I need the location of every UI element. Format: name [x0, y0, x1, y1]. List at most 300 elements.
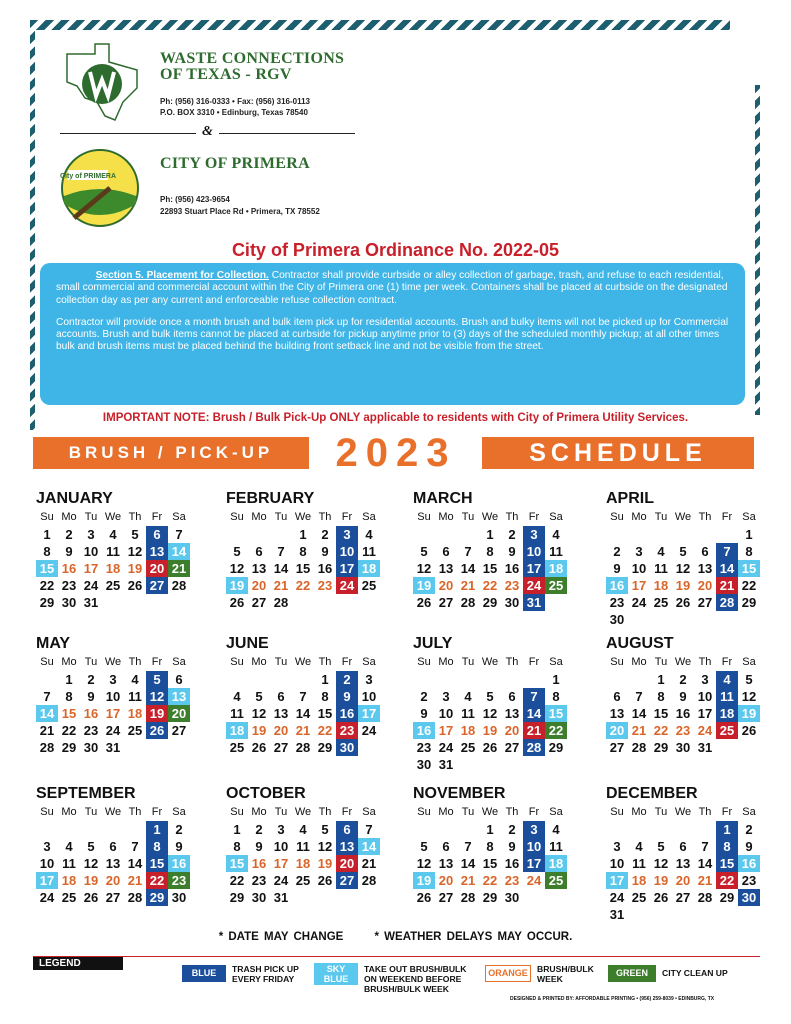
empty-cell: [435, 821, 457, 838]
day-cell: 16: [606, 577, 628, 594]
day-cell: 5: [233, 544, 241, 559]
day-cell: 4: [657, 544, 665, 559]
month-days-grid: [606, 509, 766, 628]
day-cell: 3: [523, 526, 545, 543]
day-cell: 6: [613, 689, 621, 704]
weekday-header: Tu: [84, 656, 98, 668]
day-cell: 26: [127, 578, 143, 593]
weekday-header: Tu: [84, 806, 98, 818]
day-cell: 23: [416, 740, 432, 755]
day-cell: 27: [273, 740, 289, 755]
day-cell: 8: [486, 544, 494, 559]
day-cell: 20: [438, 578, 454, 593]
day-cell: 25: [105, 578, 121, 593]
month-days-grid: [226, 509, 386, 611]
day-cell: 25: [295, 873, 311, 888]
day-cell: 23: [168, 872, 190, 889]
day-cell: 9: [508, 839, 516, 854]
weekday-header: Fr: [721, 511, 733, 523]
company-phone: Ph: (956) 316-0333 • Fax: (956) 316-0113: [160, 97, 310, 106]
day-cell: 17: [336, 560, 358, 577]
month-days-grid: [226, 804, 386, 906]
weekday-header: We: [104, 806, 122, 818]
brush-pickup-banner: BRUSH / PICK-UP: [33, 437, 309, 469]
day-cell: 23: [83, 723, 99, 738]
day-cell: 20: [504, 723, 520, 738]
day-cell: 17: [631, 578, 647, 593]
weekday-header: Tu: [274, 511, 288, 523]
border-left: [30, 20, 35, 430]
day-cell: 9: [745, 839, 753, 854]
day-cell: 21: [168, 560, 190, 577]
day-cell: 2: [508, 822, 516, 837]
day-cell: 28: [523, 739, 545, 756]
day-cell: 12: [482, 706, 498, 721]
day-cell: 9: [613, 561, 621, 576]
day-cell: 10: [631, 561, 647, 576]
day-cell: 15: [545, 705, 567, 722]
day-cell: 1: [233, 822, 241, 837]
day-cell: 6: [146, 526, 168, 543]
day-cell: 27: [438, 890, 454, 905]
day-cell: 19: [482, 723, 498, 738]
day-cell: 22: [653, 723, 669, 738]
day-cell: 4: [233, 689, 241, 704]
day-cell: 8: [146, 838, 168, 855]
day-cell: 19: [675, 578, 691, 593]
day-cell: 11: [549, 839, 563, 854]
month-february: [226, 489, 386, 611]
day-cell: 18: [295, 856, 311, 871]
weekday-header: We: [104, 511, 122, 523]
day-cell: 10: [609, 856, 625, 871]
day-cell: 10: [361, 689, 377, 704]
day-cell: 24: [609, 890, 625, 905]
empty-cell: [716, 526, 738, 543]
day-cell: 28: [295, 740, 311, 755]
month-january: [36, 489, 196, 611]
day-cell: 21: [295, 723, 311, 738]
day-cell: 4: [464, 689, 472, 704]
day-cell: 27: [105, 890, 121, 905]
day-cell: 22: [741, 578, 757, 593]
day-cell: 11: [654, 561, 668, 576]
weekday-header: Su: [610, 656, 624, 668]
day-cell: 8: [321, 689, 329, 704]
empty-cell: [413, 671, 435, 688]
schedule-year: 2023: [335, 431, 457, 475]
day-cell: 4: [552, 822, 560, 837]
month-days-grid: [606, 804, 766, 923]
day-cell: 14: [460, 561, 476, 576]
empty-cell: [457, 821, 479, 838]
empty-cell: [248, 526, 270, 543]
weekday-header: We: [481, 511, 499, 523]
day-cell: 22: [61, 723, 77, 738]
day-cell: 16: [336, 705, 358, 722]
day-cell: 18: [226, 722, 248, 739]
weekday-header: Su: [610, 511, 624, 523]
day-cell: 17: [523, 560, 545, 577]
day-cell: 19: [127, 561, 143, 576]
section-paragraph-1: [56, 270, 731, 307]
day-cell: 15: [716, 855, 738, 872]
day-cell: 23: [251, 873, 267, 888]
day-cell: 12: [83, 856, 99, 871]
day-cell: 27: [697, 595, 713, 610]
day-cell: 3: [442, 689, 450, 704]
day-cell: 23: [741, 873, 757, 888]
legend-green-text: CITY CLEAN UP: [662, 968, 728, 978]
weekday-header: Fr: [151, 806, 163, 818]
day-cell: 18: [460, 723, 476, 738]
day-cell: 15: [226, 855, 248, 872]
weekday-header: Mo: [251, 656, 267, 668]
day-cell: 30: [504, 890, 520, 905]
day-cell: 21: [273, 578, 289, 593]
waste-connections-logo: [57, 42, 147, 122]
day-cell: 3: [43, 839, 51, 854]
day-cell: 25: [716, 722, 738, 739]
weekday-header: Sa: [172, 806, 186, 818]
day-cell: 13: [675, 856, 691, 871]
city-of-primera-logo: [60, 148, 140, 228]
day-cell: 25: [460, 740, 476, 755]
weekday-header: Tu: [274, 806, 288, 818]
day-cell: 23: [504, 578, 520, 593]
empty-cell: [270, 526, 292, 543]
day-cell: 28: [631, 740, 647, 755]
day-cell: 12: [229, 561, 245, 576]
day-cell: 12: [416, 561, 432, 576]
empty-cell: [694, 526, 716, 543]
day-cell: 28: [697, 890, 713, 905]
day-cell: 5: [420, 544, 428, 559]
legend-blue-text: TRASH PICK UP EVERY FRIDAY: [232, 964, 299, 984]
day-cell: 16: [504, 856, 520, 871]
day-cell: 7: [43, 689, 51, 704]
day-cell: 3: [87, 527, 95, 542]
day-cell: 26: [317, 873, 333, 888]
day-cell: 16: [317, 561, 333, 576]
day-cell: 9: [336, 688, 358, 705]
day-cell: 13: [438, 561, 454, 576]
day-cell: 19: [317, 856, 333, 871]
day-cell: 18: [127, 706, 143, 721]
day-cell: 24: [526, 873, 542, 888]
day-cell: 1: [321, 672, 329, 687]
month-name: DECEMBER: [606, 785, 698, 802]
weekday-header: Sa: [362, 511, 376, 523]
day-cell: 21: [631, 723, 647, 738]
day-cell: 31: [609, 907, 625, 922]
day-cell: 7: [523, 688, 545, 705]
day-cell: 26: [653, 890, 669, 905]
day-cell: 13: [438, 856, 454, 871]
day-cell: 1: [716, 821, 738, 838]
day-cell: 23: [504, 873, 520, 888]
day-cell: 6: [109, 839, 117, 854]
weekday-header: Tu: [84, 511, 98, 523]
day-cell: 24: [83, 578, 99, 593]
weekday-header: Th: [698, 511, 712, 523]
day-cell: 30: [416, 757, 432, 772]
day-cell: 27: [609, 740, 625, 755]
weekday-header: Th: [505, 656, 519, 668]
legend-sky-text: TAKE OUT BRUSH/BULK ON WEEKEND BEFORE BRUSH/BULK WEEK: [364, 964, 467, 994]
day-cell: 12: [675, 561, 691, 576]
day-cell: 18: [716, 705, 738, 722]
day-cell: 20: [168, 705, 190, 722]
day-cell: 11: [62, 856, 76, 871]
weekday-header: Sa: [742, 806, 756, 818]
day-cell: 29: [146, 889, 168, 906]
day-cell: 3: [336, 526, 358, 543]
month-days-grid: [413, 654, 573, 773]
day-cell: 5: [657, 839, 665, 854]
day-cell: 14: [127, 856, 143, 871]
city-name: CITY OF PRIMERA: [160, 155, 310, 172]
day-cell: 14: [716, 560, 738, 577]
day-cell: 6: [175, 672, 183, 687]
day-cell: 25: [653, 595, 669, 610]
legend-title: LEGEND: [33, 957, 123, 970]
month-days-grid: [606, 654, 766, 756]
weekday-header: Sa: [549, 511, 563, 523]
day-cell: 5: [486, 689, 494, 704]
day-cell: 15: [482, 856, 498, 871]
day-cell: 24: [361, 723, 377, 738]
legend-divider: [33, 956, 760, 957]
day-cell: 11: [461, 706, 475, 721]
day-cell: 30: [675, 740, 691, 755]
day-cell: 27: [438, 595, 454, 610]
day-cell: 16: [168, 855, 190, 872]
day-cell: 5: [420, 839, 428, 854]
day-cell: 16: [83, 706, 99, 721]
day-cell: 19: [738, 705, 760, 722]
day-cell: 23: [317, 578, 333, 593]
day-cell: 19: [413, 872, 435, 889]
weekday-header: We: [104, 656, 122, 668]
day-cell: 8: [65, 689, 73, 704]
day-cell: 4: [65, 839, 73, 854]
month-days-grid: [226, 654, 386, 756]
day-cell: 14: [295, 706, 311, 721]
weekday-header: Su: [417, 656, 431, 668]
weekday-header: Tu: [654, 806, 668, 818]
day-cell: 26: [83, 890, 99, 905]
empty-cell: [672, 526, 694, 543]
weekday-header: Mo: [251, 806, 267, 818]
day-cell: 2: [321, 527, 329, 542]
day-cell: 29: [229, 890, 245, 905]
weekday-header: Th: [505, 511, 519, 523]
day-cell: 30: [609, 612, 625, 627]
day-cell: 11: [106, 544, 120, 559]
day-cell: 22: [317, 723, 333, 738]
weekday-header: Su: [610, 806, 624, 818]
day-cell: 13: [273, 706, 289, 721]
day-cell: 7: [701, 839, 709, 854]
month-name: JULY: [413, 635, 453, 652]
day-cell: 28: [127, 890, 143, 905]
weekday-header: Th: [128, 806, 142, 818]
empty-cell: [672, 821, 694, 838]
weekday-header: Fr: [721, 806, 733, 818]
weekday-header: We: [674, 806, 692, 818]
day-cell: 13: [504, 706, 520, 721]
day-cell: 25: [127, 723, 143, 738]
day-cell: 10: [336, 543, 358, 560]
empty-cell: [435, 526, 457, 543]
day-cell: 2: [613, 544, 621, 559]
day-cell: 29: [317, 740, 333, 755]
legend-blue-swatch: BLUE: [182, 965, 226, 982]
day-cell: 24: [438, 740, 454, 755]
weekday-header: Su: [230, 511, 244, 523]
day-cell: 24: [697, 723, 713, 738]
day-cell: 3: [635, 544, 643, 559]
day-cell: 19: [146, 705, 168, 722]
day-cell: 21: [361, 856, 377, 871]
day-cell: 19: [653, 873, 669, 888]
day-cell: 22: [146, 872, 168, 889]
company-address: P.O. BOX 3310 • Edinburg, Texas 78540: [160, 108, 308, 117]
day-cell: 6: [442, 544, 450, 559]
day-cell: 14: [631, 706, 647, 721]
day-cell: 3: [613, 839, 621, 854]
day-cell: 17: [273, 856, 289, 871]
legend-orange-text: BRUSH/BULK WEEK: [537, 964, 594, 984]
day-cell: 27: [251, 595, 267, 610]
legend-orange-swatch: ORANGE: [485, 965, 531, 982]
weekday-header: Fr: [151, 656, 163, 668]
day-cell: 28: [460, 890, 476, 905]
month-september: [36, 784, 196, 906]
day-cell: 6: [508, 689, 516, 704]
day-cell: 3: [523, 821, 545, 838]
day-cell: 24: [336, 577, 358, 594]
weekday-header: Mo: [438, 806, 454, 818]
weekday-header: Fr: [341, 656, 353, 668]
empty-cell: [270, 671, 292, 688]
day-cell: 17: [358, 705, 380, 722]
day-cell: 17: [523, 855, 545, 872]
month-name: MARCH: [413, 490, 473, 507]
day-cell: 6: [336, 821, 358, 838]
day-cell: 28: [273, 595, 289, 610]
day-cell: 16: [675, 706, 691, 721]
day-cell: 30: [738, 889, 760, 906]
month-name: NOVEMBER: [413, 785, 506, 802]
day-cell: 9: [679, 689, 687, 704]
day-cell: 1: [657, 672, 665, 687]
day-cell: 30: [504, 595, 520, 610]
section-title: Section 5. Placement for Collection.: [95, 270, 269, 281]
day-cell: 31: [523, 594, 545, 611]
empty-cell: [650, 821, 672, 838]
day-cell: 28: [716, 594, 738, 611]
weekday-header: We: [674, 656, 692, 668]
day-cell: 15: [653, 706, 669, 721]
day-cell: 17: [36, 872, 58, 889]
weekday-header: Tu: [654, 656, 668, 668]
border-top: [30, 20, 730, 30]
company-name-line2: OF TEXAS - RGV: [160, 66, 292, 83]
day-cell: 28: [460, 595, 476, 610]
weekday-header: Sa: [362, 806, 376, 818]
day-cell: 19: [226, 577, 248, 594]
empty-cell: [36, 671, 58, 688]
day-cell: 21: [716, 577, 738, 594]
day-cell: 15: [482, 561, 498, 576]
day-cell: 22: [229, 873, 245, 888]
day-cell: 1: [486, 822, 494, 837]
day-cell: 5: [146, 671, 168, 688]
day-cell: 10: [523, 543, 545, 560]
day-cell: 26: [675, 595, 691, 610]
day-cell: 10: [438, 706, 454, 721]
day-cell: 20: [251, 578, 267, 593]
day-cell: 22: [545, 722, 567, 739]
day-cell: 2: [420, 689, 428, 704]
day-cell: 9: [420, 706, 428, 721]
day-cell: 16: [504, 561, 520, 576]
day-cell: 4: [299, 822, 307, 837]
day-cell: 29: [548, 740, 564, 755]
day-cell: 13: [146, 543, 168, 560]
day-cell: 9: [87, 689, 95, 704]
weekday-header: Fr: [151, 511, 163, 523]
weekday-header: We: [481, 806, 499, 818]
day-cell: 4: [109, 527, 117, 542]
day-cell: 21: [460, 578, 476, 593]
day-cell: 26: [146, 722, 168, 739]
month-april: [606, 489, 766, 628]
day-cell: 12: [251, 706, 267, 721]
section-text-1: Contractor shall provide curbside or alley collection of garbage, trash, and refuse to each residential, small commercial and commercial account within the City of Primera one (1) time per week. Containers shall be placed at curbside on the designated collection day as per any current and enforceable refuse collection contract.: [56, 270, 728, 306]
day-cell: 30: [336, 739, 358, 756]
day-cell: 2: [65, 527, 73, 542]
weekday-header: Sa: [549, 656, 563, 668]
empty-cell: [36, 821, 58, 838]
weekday-header: We: [294, 806, 312, 818]
day-cell: 1: [552, 672, 560, 687]
day-cell: 12: [741, 689, 757, 704]
day-cell: 19: [83, 873, 99, 888]
empty-cell: [606, 526, 628, 543]
day-cell: 9: [65, 544, 73, 559]
day-cell: 4: [365, 527, 373, 542]
weekday-header: Th: [505, 806, 519, 818]
day-cell: 20: [105, 873, 121, 888]
day-cell: 28: [171, 578, 187, 593]
day-cell: 23: [61, 578, 77, 593]
day-cell: 7: [635, 689, 643, 704]
day-cell: 25: [545, 872, 567, 889]
day-cell: 7: [464, 839, 472, 854]
day-cell: 21: [523, 722, 545, 739]
day-cell: 3: [277, 822, 285, 837]
day-cell: 17: [438, 723, 454, 738]
day-cell: 6: [701, 544, 709, 559]
month-june: [226, 634, 386, 756]
day-cell: 2: [508, 527, 516, 542]
day-cell: 13: [251, 561, 267, 576]
day-cell: 21: [127, 873, 143, 888]
day-cell: 5: [321, 822, 329, 837]
